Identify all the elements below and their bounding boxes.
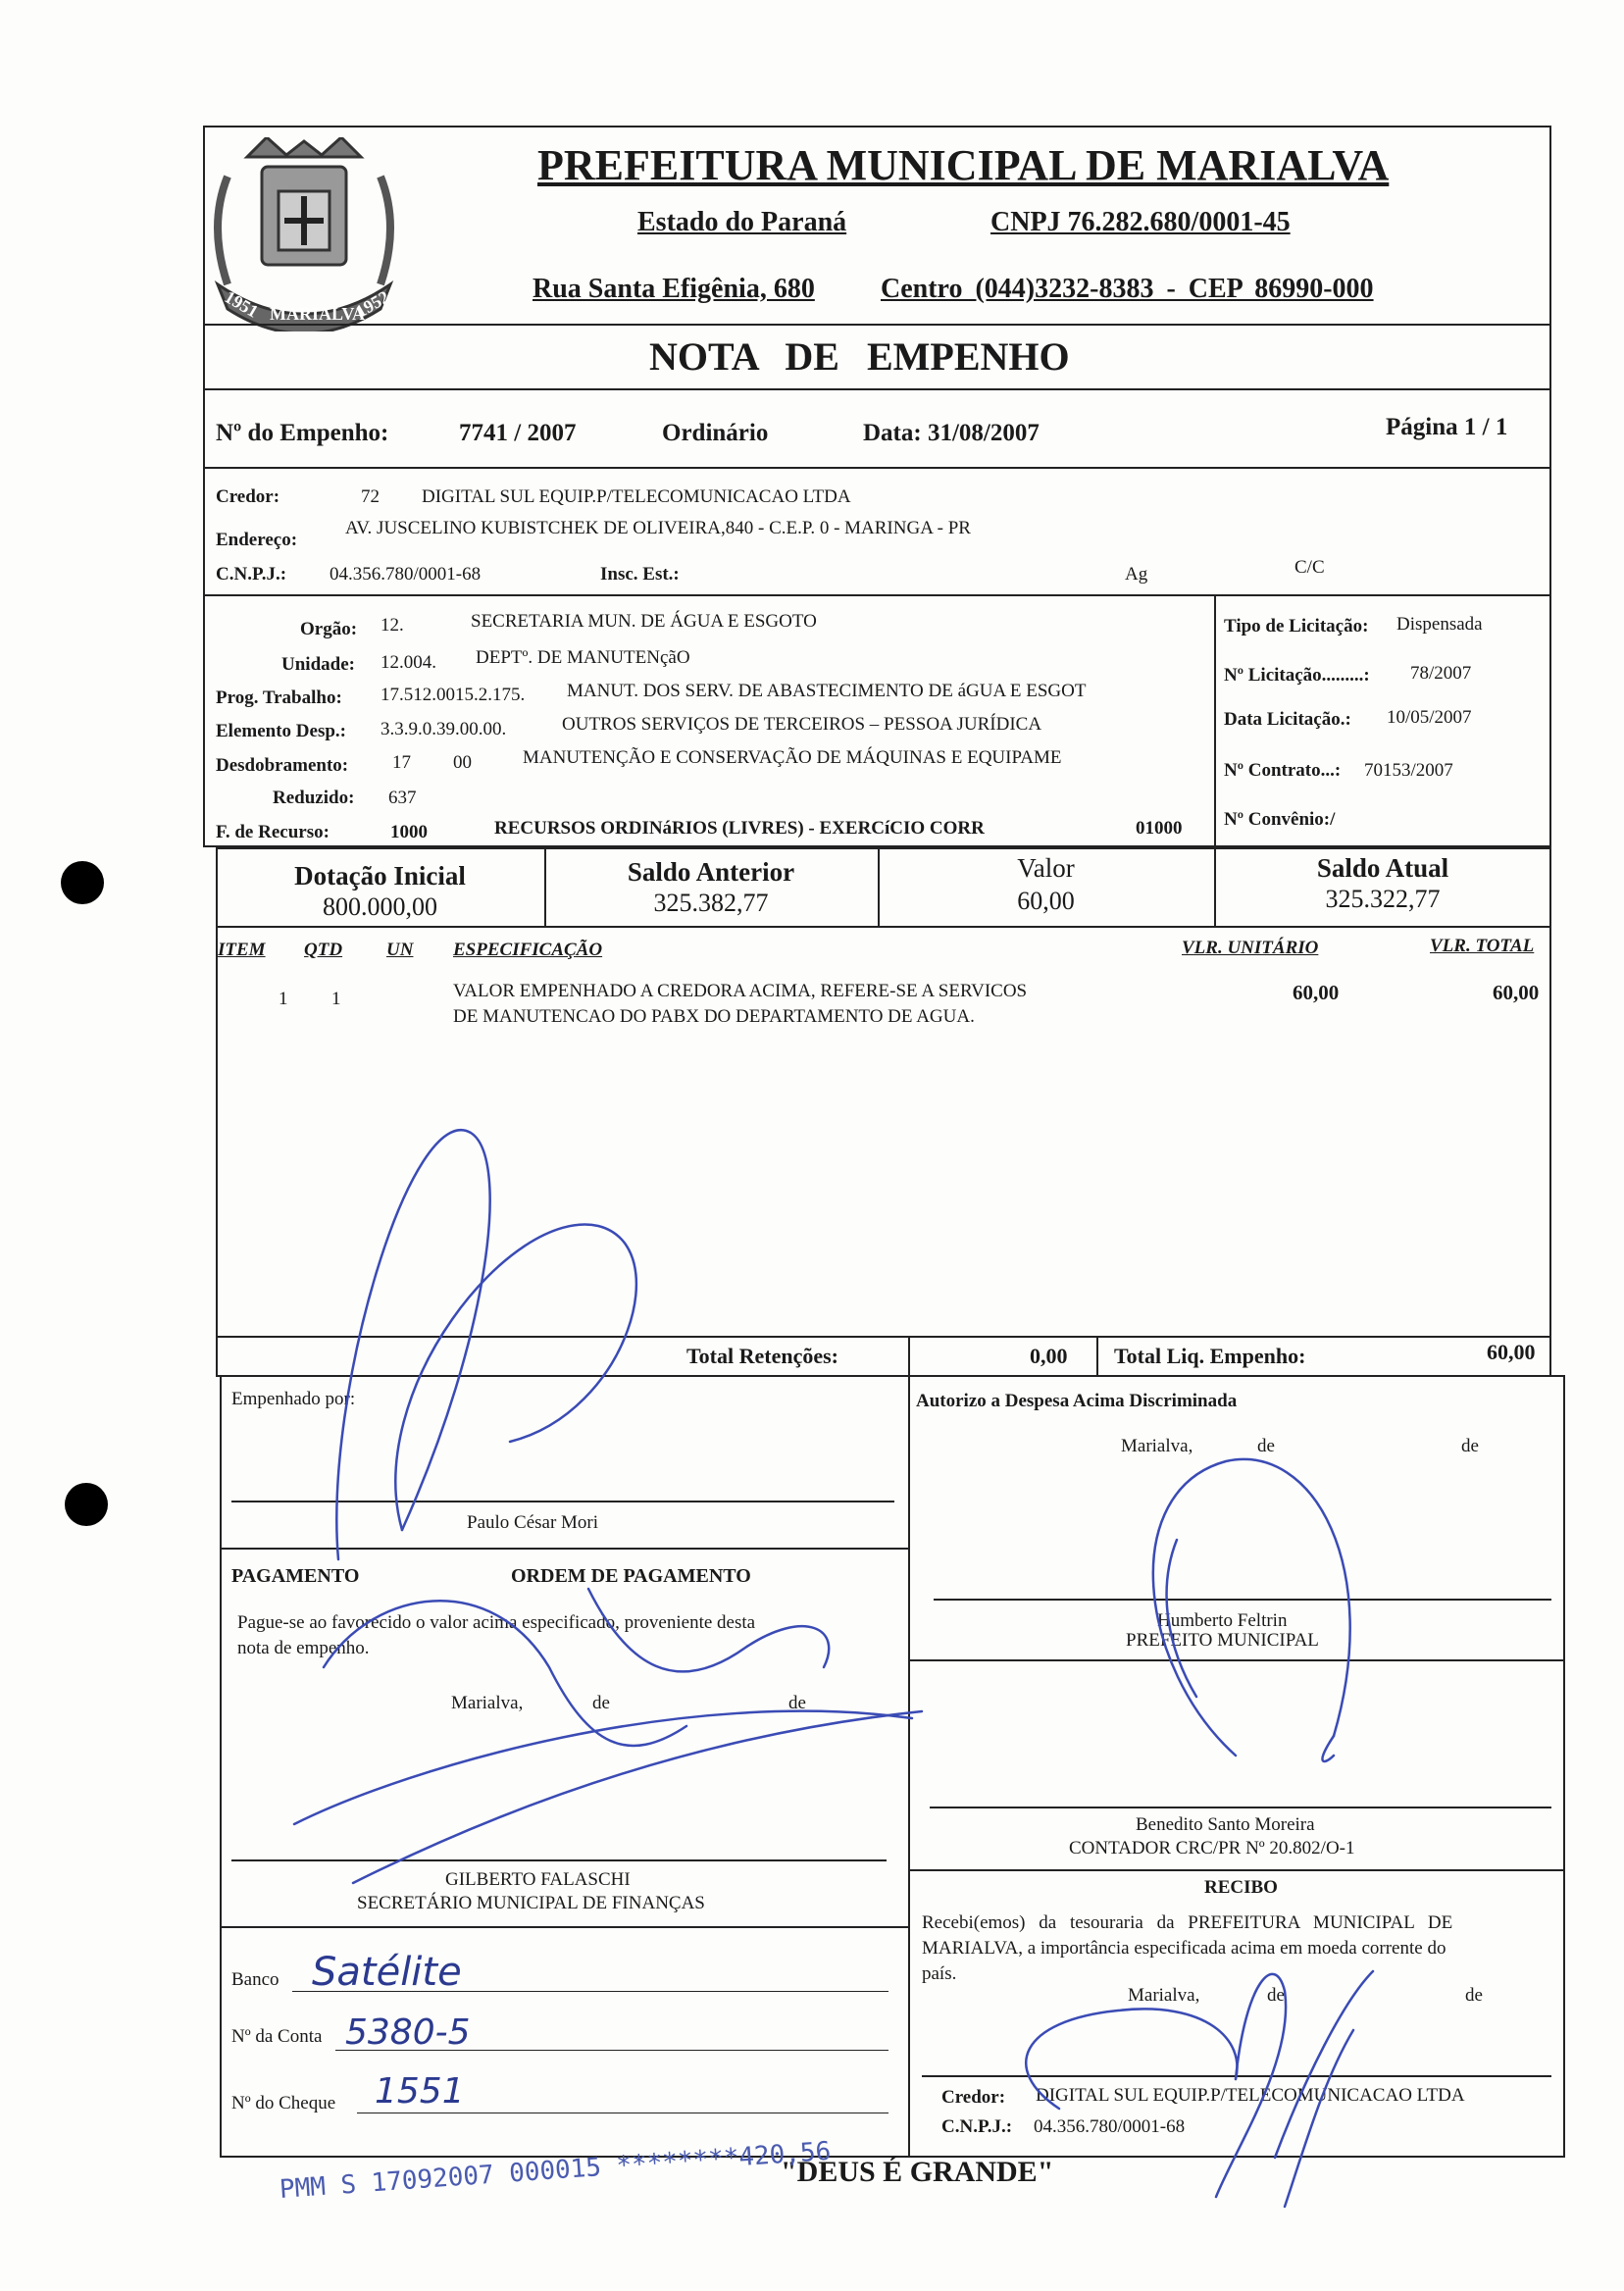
prog: MANUT. DOS SERV. DE ABASTECIMENTO DE áGUA E ESGOT: [567, 681, 1087, 701]
cnpj: 04.356.780/0001-68: [330, 564, 482, 585]
empenhado-label: Empenhado por:: [231, 1389, 356, 1409]
recibo-credor: DIGITAL SUL EQUIP.P/TELECOMUNICACAO LTDA: [1036, 2085, 1465, 2106]
autorizo-local: Marialva,: [1121, 1436, 1193, 1456]
recibo-credor-label: Credor:: [941, 2087, 1006, 2108]
col-item: ITEM: [218, 940, 266, 960]
saldo-atual-label: Saldo Atual: [1316, 853, 1449, 883]
doc-title: NOTA DE EMPENHO: [649, 334, 1070, 379]
empenhado-nome: Paulo César Mori: [467, 1512, 599, 1533]
recurso-code2: 01000: [1136, 818, 1183, 839]
recurso: RECURSOS ORDINáRIOS (LIVRES) - EXERCíCIO CORR: [494, 818, 985, 839]
liquido-label: Total Liq. Empenho:: [1114, 1344, 1306, 1368]
licitacao-number-label: Nº Licitação.........:: [1224, 665, 1370, 686]
elemento-label: Elemento Desp.:: [216, 721, 346, 741]
crest-name: MARIALVA: [270, 304, 366, 324]
recibo-de1: de: [1267, 1985, 1285, 2006]
reduzido-label: Reduzido:: [273, 788, 355, 808]
valor: 60,00: [1017, 887, 1075, 915]
retencoes: 0,00: [1030, 1344, 1068, 1368]
prefeito-cargo: PREFEITO MUNICIPAL: [1126, 1630, 1319, 1651]
contrato: 70153/2007: [1364, 760, 1453, 781]
recibo-de2: de: [1465, 1985, 1483, 2006]
prog-label: Prog. Trabalho:: [216, 687, 342, 708]
item-number: 1: [279, 989, 288, 1009]
address: AV. JUSCELINO KUBISTCHEK DE OLIVEIRA,840 - C.E.P. 0 - MARINGA - PR: [345, 518, 971, 538]
contrato-label: Nº Contrato...:: [1224, 760, 1342, 781]
credor-code: 72: [361, 486, 380, 507]
cheque-value: 1551: [375, 2071, 465, 2112]
pagamento-texto-line2: nota de empenho.: [237, 1638, 370, 1658]
convenio-label: Nº Convênio:/: [1224, 809, 1336, 830]
ag-label: Ag: [1125, 564, 1148, 585]
orgao-code: 12.: [381, 615, 404, 636]
recurso-code: 1000: [390, 822, 428, 842]
item-vlr-unit: 60,00: [1293, 981, 1340, 1004]
licitacao-number: 78/2007: [1410, 663, 1472, 684]
saldo-atual: 325.322,77: [1325, 885, 1441, 913]
recibo-label: RECIBO: [1204, 1877, 1278, 1898]
valor-label: Valor: [1017, 853, 1075, 883]
dotacao-initial: 800.000,00: [323, 892, 437, 921]
totals-box: [216, 1336, 1551, 1377]
desdobramento-code1: 17: [392, 752, 411, 773]
autorizo-de1: de: [1257, 1436, 1275, 1456]
pagamento-de2: de: [788, 1693, 806, 1713]
col-un: UN: [386, 940, 414, 960]
saldo-anterior: 325.382,77: [653, 889, 769, 917]
desdobramento-code2: 00: [453, 752, 472, 773]
conta-value: 5380-5: [345, 2012, 471, 2053]
cnpj-label: C.N.P.J.:: [216, 564, 287, 585]
elemento: OUTROS SERVIÇOS DE TERCEIROS – PESSOA JURÍDICA: [562, 714, 1042, 735]
recibo-local: Marialva,: [1128, 1985, 1200, 2006]
secretario-nome: GILBERTO FALASCHI: [445, 1869, 631, 1890]
autorizo-label: Autorizo a Despesa Acima Discriminada: [916, 1391, 1238, 1411]
desdobramento-label: Desdobramento:: [216, 755, 349, 776]
header-state: Estado do Paraná: [637, 207, 847, 237]
licitacao-type-label: Tipo de Licitação:: [1224, 616, 1369, 636]
address-label: Endereço:: [216, 530, 298, 550]
header-cnpj: CNPJ 76.282.680/0001-45: [990, 207, 1291, 237]
col-espec: ESPECIFICAÇÃO: [453, 940, 603, 960]
punch-hole: [61, 861, 104, 904]
pagamento-label: PAGAMENTO: [231, 1565, 360, 1587]
recibo-cnpj: 04.356.780/0001-68: [1034, 2116, 1186, 2137]
item-vlr-total: 60,00: [1493, 981, 1540, 1004]
prog-code: 17.512.0015.2.175.: [381, 685, 526, 705]
conta-label: Nº da Conta: [231, 2026, 323, 2047]
recibo-texto-line1: Recebi(emos) da tesouraria da PREFEITURA MUNICIPAL DE: [922, 1912, 1453, 1933]
reduzido: 637: [388, 788, 417, 808]
unidade: DEPTº. DE MANUTENçãO: [476, 647, 690, 668]
contador-cargo: CONTADOR CRC/PR Nº 20.802/O-1: [1069, 1838, 1355, 1858]
crest-year-right: 1952: [352, 286, 393, 322]
empenho-date: Data: 31/08/2007: [863, 420, 1040, 446]
pagamento-texto-line1: Pague-se ao favorecido o valor acima especificado, proveniente desta: [237, 1612, 756, 1633]
licitacao-date: 10/05/2007: [1387, 707, 1472, 728]
dotacao-initial-label: Dotação Inicial: [294, 861, 466, 891]
contador-nome: Benedito Santo Moreira: [1136, 1814, 1315, 1835]
item-espec-line1: VALOR EMPENHADO A CREDORA ACIMA, REFERE-SE A SERVICOS: [453, 981, 1028, 1001]
col-vlr-unit: VLR. UNITÁRIO: [1182, 938, 1319, 958]
retencoes-label: Total Retenções:: [686, 1344, 838, 1368]
cheque-label: Nº do Cheque: [231, 2093, 336, 2113]
col-vlr-total: VLR. TOTAL: [1430, 936, 1535, 956]
liquido: 60,00: [1487, 1340, 1536, 1364]
licitacao-type: Dispensada: [1396, 614, 1483, 635]
recibo-texto-line2: MARIALVA, a importância especificada acima em moeda corrente do: [922, 1938, 1446, 1959]
pagamento-de1: de: [592, 1693, 610, 1713]
unidade-label: Unidade:: [281, 654, 355, 675]
orgao-label: Orgão:: [300, 619, 358, 639]
empenho-type: Ordinário: [662, 420, 769, 446]
licitacao-date-label: Data Licitação.:: [1224, 709, 1351, 730]
banco-value: Satélite: [312, 1950, 462, 1995]
orgao: SECRETARIA MUN. DE ÁGUA E ESGOTO: [471, 611, 817, 632]
credor-name: DIGITAL SUL EQUIP.P/TELECOMUNICACAO LTDA: [422, 486, 851, 507]
recurso-label: F. de Recurso:: [216, 822, 330, 842]
ordem-pagamento-label: ORDEM DE PAGAMENTO: [511, 1565, 751, 1587]
desdobramento: MANUTENÇÃO E CONSERVAÇÃO DE MÁQUINAS E EQUIPAME: [523, 747, 1062, 768]
payment-stamp: PMM S 17092007 000015 ********420,56: [279, 2136, 833, 2205]
header-title: PREFEITURA MUNICIPAL DE MARIALVA: [537, 141, 1390, 189]
empenho-number: 7741 / 2007: [459, 420, 577, 446]
header-district: Centro (044)3232-8383 - CEP 86990-000: [881, 274, 1374, 304]
cc-label: C/C: [1294, 557, 1325, 578]
footer-motto: "DEUS É GRANDE": [781, 2156, 1054, 2188]
recibo-cnpj-label: C.N.P.J.:: [941, 2116, 1013, 2137]
insc-label: Insc. Est.:: [600, 564, 680, 585]
credor-label: Credor:: [216, 486, 280, 507]
empenho-number-label: Nº do Empenho:: [216, 420, 389, 446]
page-number: Página 1 / 1: [1386, 414, 1508, 440]
recibo-texto-line3: país.: [922, 1963, 957, 1984]
elemento-code: 3.3.9.0.39.00.00.: [381, 719, 507, 739]
banco-label: Banco: [231, 1969, 279, 1990]
autorizo-de2: de: [1461, 1436, 1479, 1456]
saldo-anterior-label: Saldo Anterior: [627, 857, 795, 887]
secretario-cargo: SECRETÁRIO MUNICIPAL DE FINANÇAS: [357, 1893, 705, 1913]
header-address: Rua Santa Efigênia, 680: [533, 274, 815, 304]
col-qtd: QTD: [304, 940, 343, 960]
item-qtd: 1: [331, 989, 341, 1009]
crest-year-left: 1951: [221, 286, 262, 322]
item-espec-line2: DE MANUTENCAO DO PABX DO DEPARTAMENTO DE AGUA.: [453, 1006, 975, 1027]
prefeito-nome: Humberto Feltrin: [1157, 1610, 1288, 1631]
punch-hole: [65, 1483, 108, 1526]
unidade-code: 12.004.: [381, 652, 436, 673]
pagamento-local: Marialva,: [451, 1693, 524, 1713]
